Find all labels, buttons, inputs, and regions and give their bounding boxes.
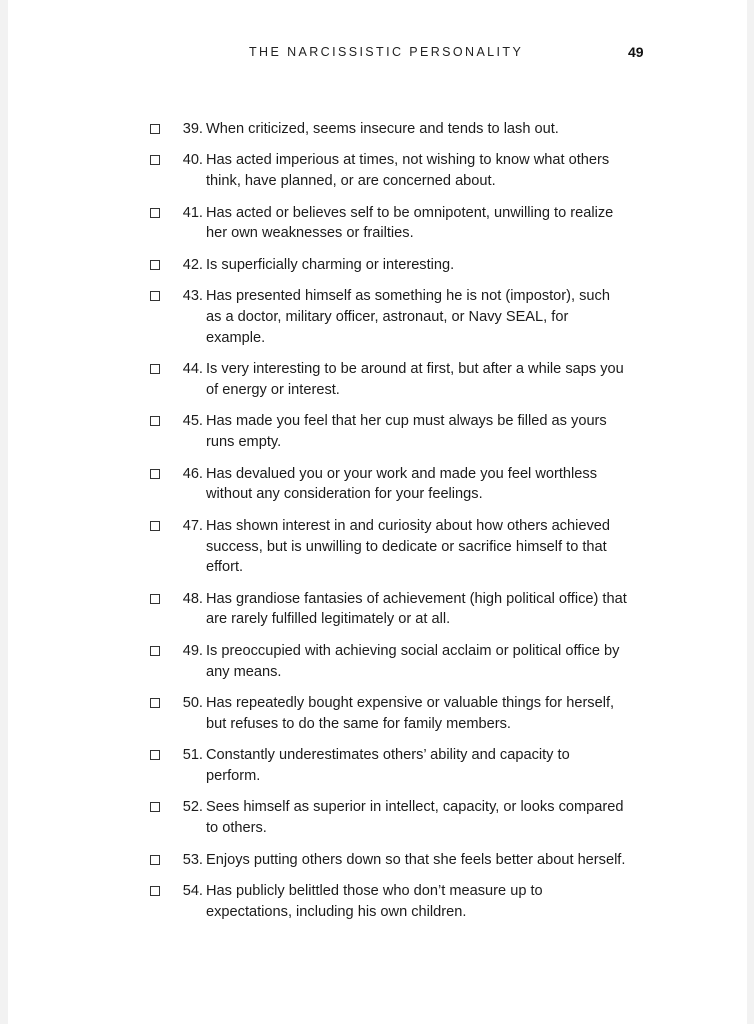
item-number: 43. [182, 288, 203, 305]
checklist-item-53 [148, 850, 628, 871]
item-number: 50. [182, 695, 203, 712]
item-number: 46. [182, 465, 203, 482]
item-text: Has presented himself as something he is not (impostor), such as a doctor, military officer, astronaut, or Navy SEAL, for example. [206, 288, 610, 346]
checklist-item-49 [148, 641, 628, 683]
item-number: 39. [182, 121, 203, 137]
checkbox-icon[interactable] [150, 416, 160, 426]
item-number: 49. [182, 642, 203, 659]
item-number: 42. [182, 256, 203, 273]
item-text: Enjoys putting others down so that she feels better about herself. [206, 851, 626, 868]
item-text: Has shown interest in and curiosity about how others achieved success, but is unwilling to dedicate or sacrifice himself to that effort. [206, 517, 610, 576]
checkbox-icon[interactable] [150, 698, 160, 708]
checklist-item-50 [148, 693, 628, 735]
checklist-item-48 [148, 589, 628, 631]
item-text: Sees himself as superior in intellect, capacity, or looks compared to others. [206, 799, 624, 837]
checklist-item-54 [148, 881, 628, 923]
item-number: 51. [182, 747, 203, 764]
page-number: 49 [628, 44, 644, 60]
item-number: 45. [182, 413, 203, 430]
checklist-item-45 [148, 411, 628, 453]
item-text: Has grandiose fantasies of achievement (high political office) that are rarely fulfilled legitimately or at all. [206, 590, 627, 628]
item-text: Has acted imperious at times, not wishing to know what others think, have planned, or are concerned about. [206, 152, 610, 190]
item-number: 53. [182, 851, 203, 868]
item-text: Has made you feel that her cup must always be filled as yours runs empty. [206, 413, 607, 451]
checklist-item-39 [148, 119, 628, 140]
item-text: Has repeatedly bought expensive or valuable things for herself, but refuses to do the same for family members. [206, 695, 615, 732]
item-text: Constantly underestimates others’ ability and capacity to perform. [206, 747, 570, 785]
checkbox-icon[interactable] [150, 750, 160, 760]
item-number: 47. [182, 517, 203, 534]
checklist-item-47 [148, 516, 628, 578]
checkbox-icon[interactable] [150, 469, 160, 479]
checklist-item-44 [148, 359, 628, 401]
checklist-item-41 [148, 203, 628, 245]
checkbox-icon[interactable] [150, 208, 160, 218]
checklist-item-40 [148, 150, 628, 192]
checkbox-icon[interactable] [150, 291, 160, 301]
checkbox-icon[interactable] [150, 155, 160, 165]
checklist-item-52 [148, 797, 628, 839]
item-text: Has publicly belittled those who don’t measure up to expectations, including his own children. [206, 883, 543, 920]
checkbox-icon[interactable] [150, 260, 160, 270]
running-title: THE NARCISSISTIC PERSONALITY [249, 45, 524, 59]
item-number: 41. [182, 204, 203, 221]
checklist-item-51 [148, 745, 628, 787]
item-text: When criticized, seems insecure and tends to lash out. [206, 121, 559, 137]
checklist-item-46 [148, 464, 628, 506]
checklist-item-42 [148, 255, 628, 276]
item-text: Is very interesting to be around at first, but after a while saps you of energy or interest. [206, 361, 624, 398]
checkbox-icon[interactable] [150, 802, 160, 812]
running-head [8, 45, 747, 63]
checkbox-icon[interactable] [150, 886, 160, 896]
checklist [148, 119, 628, 933]
book-page [8, 0, 747, 1024]
item-number: 44. [182, 361, 203, 378]
checkbox-icon[interactable] [150, 124, 160, 134]
checkbox-icon[interactable] [150, 364, 160, 374]
item-text: Has acted or believes self to be omnipotent, unwilling to realize her own weaknesses or frailties. [206, 204, 614, 242]
checkbox-icon[interactable] [150, 594, 160, 604]
item-number: 40. [182, 152, 203, 169]
item-text: Is preoccupied with achieving social acclaim or political office by any means. [206, 642, 620, 680]
item-number: 54. [182, 883, 203, 900]
item-text: Is superficially charming or interesting. [206, 256, 455, 273]
item-text: Has devalued you or your work and made you feel worthless without any consideration for your feelings. [206, 465, 597, 503]
item-number: 48. [182, 590, 203, 607]
checkbox-icon[interactable] [150, 521, 160, 531]
checkbox-icon[interactable] [150, 646, 160, 656]
checkbox-icon[interactable] [150, 855, 160, 865]
item-number: 52. [182, 799, 203, 816]
checklist-item-43 [148, 286, 628, 348]
